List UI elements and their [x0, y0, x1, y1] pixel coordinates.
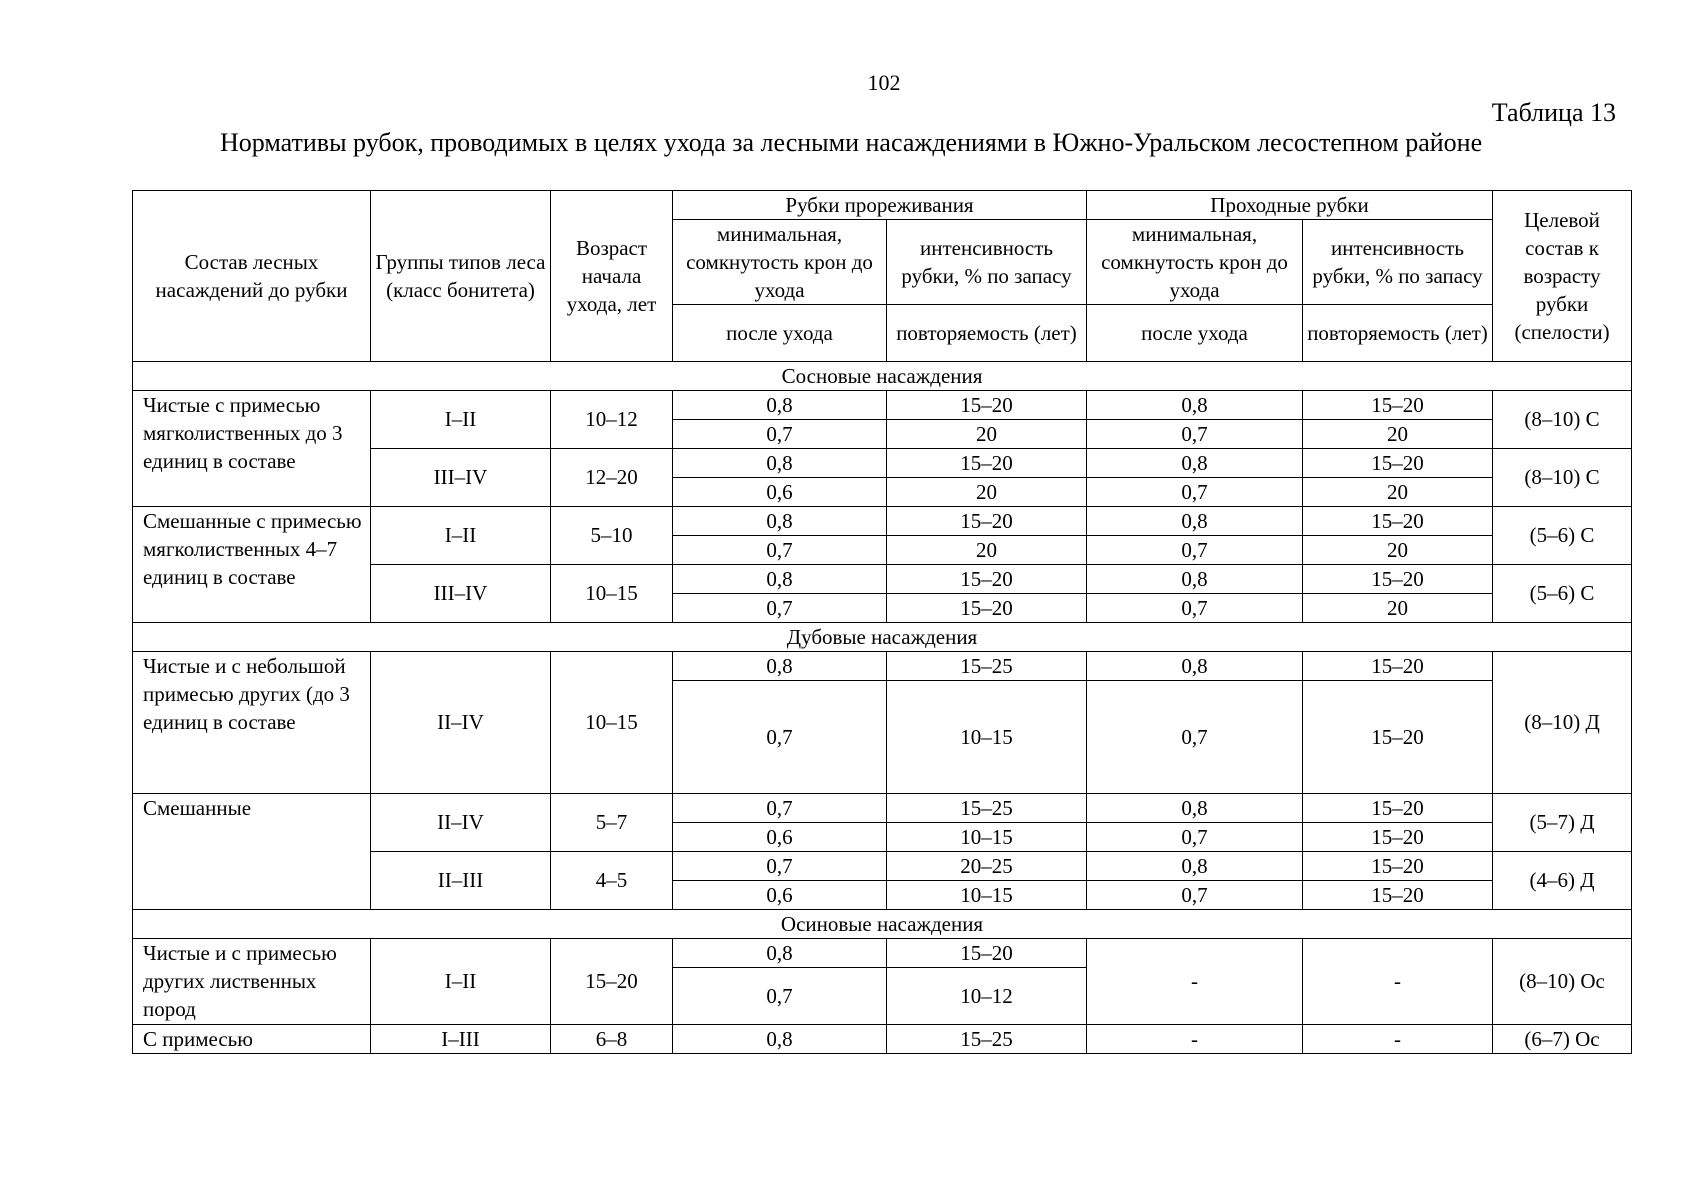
section-pine: Сосновые насаждения [133, 362, 1632, 391]
cell-value: 15–20 [887, 565, 1087, 594]
cell-group: I–II [371, 939, 551, 1025]
section-oak: Дубовые насаждения [133, 623, 1632, 652]
cell-value: - [1087, 1025, 1303, 1054]
cell-value: 15–20 [1303, 823, 1493, 852]
page-number: 102 [867, 70, 901, 95]
table-row [133, 1025, 1632, 1054]
header-passage: Проходные рубки [1087, 191, 1493, 220]
cell-value: 0,8 [673, 939, 887, 968]
cell-value: 15–25 [887, 794, 1087, 823]
cell-value: 10–15 [887, 823, 1087, 852]
cell-value: 15–20 [1303, 391, 1493, 420]
cell-group: II–IV [371, 794, 551, 852]
cell-value: 0,8 [1087, 507, 1303, 536]
cell-value: 15–25 [887, 652, 1087, 681]
table-row [133, 507, 1632, 536]
cell-value: 0,8 [673, 507, 887, 536]
cell-target: (8–10) Д [1493, 652, 1632, 794]
cell-age: 10–12 [551, 391, 673, 449]
cell-group: III–IV [371, 565, 551, 623]
cell-value: 15–20 [887, 594, 1087, 623]
cell-value: 0,7 [673, 794, 887, 823]
cell-value: 15–20 [1303, 852, 1493, 881]
table-row [133, 391, 1632, 420]
cell-value: 20 [887, 420, 1087, 449]
table-row [133, 652, 1632, 681]
cell-value: 0,8 [1087, 652, 1303, 681]
section-row [133, 910, 1632, 939]
cell-value: 15–20 [887, 939, 1087, 968]
header-target: Целевой состав к возрасту рубки (спелости) [1493, 191, 1632, 362]
cell-value: 10–12 [887, 968, 1087, 1025]
cell-value: 0,8 [673, 391, 887, 420]
section-aspen: Осиновые насаждения [133, 910, 1632, 939]
cell-value: 0,7 [1087, 420, 1303, 449]
cell-composition: Чистые и с небольшой примесью других (до 3 единиц в составе [133, 652, 371, 794]
cell-age: 12–20 [551, 449, 673, 507]
cell-value: 0,8 [1087, 449, 1303, 478]
cell-value: 0,7 [673, 536, 887, 565]
cell-value: 0,6 [673, 823, 887, 852]
cell-value: 0,8 [673, 652, 887, 681]
cell-value: 0,7 [1087, 536, 1303, 565]
cell-target: (5–7) Д [1493, 794, 1632, 852]
header-thinning-after: после ухода [673, 305, 887, 362]
cell-value: - [1303, 1025, 1493, 1054]
table-label: Таблица 13 [1491, 98, 1616, 127]
cell-value: 15–20 [1303, 794, 1493, 823]
cell-age: 5–10 [551, 507, 673, 565]
cell-value: 0,7 [1087, 681, 1303, 794]
cell-value: 15–20 [887, 507, 1087, 536]
cell-value: 0,7 [673, 852, 887, 881]
cell-value: 15–25 [887, 1025, 1087, 1054]
cell-composition: Чистые с примесью мягколиственных до 3 единиц в составе [133, 391, 371, 507]
cell-target: (4–6) Д [1493, 852, 1632, 910]
cell-group: II–III [371, 852, 551, 910]
cell-group: III–IV [371, 449, 551, 507]
cell-target: (8–10) С [1493, 391, 1632, 449]
cell-value: 0,6 [673, 478, 887, 507]
cell-value: 0,8 [673, 1025, 887, 1054]
cell-value: 0,7 [673, 594, 887, 623]
cell-age: 10–15 [551, 652, 673, 794]
table-row [133, 939, 1632, 968]
header-thinning-intensity: интенсивность рубки, % по запасу [887, 220, 1087, 305]
norms-table [132, 190, 1632, 1054]
cell-group: I–II [371, 391, 551, 449]
section-row [133, 623, 1632, 652]
cell-composition: С примесью [133, 1025, 371, 1054]
cell-value: 0,8 [1087, 391, 1303, 420]
section-row [133, 362, 1632, 391]
cell-target: (8–10) Ос [1493, 939, 1632, 1025]
cell-target: (6–7) Ос [1493, 1025, 1632, 1054]
cell-value: 20 [1303, 478, 1493, 507]
cell-value: 0,8 [1087, 852, 1303, 881]
header-thinning: Рубки прореживания [673, 191, 1087, 220]
cell-value: 15–20 [1303, 565, 1493, 594]
cell-value: 15–20 [1303, 449, 1493, 478]
cell-value: 0,8 [1087, 565, 1303, 594]
cell-value: 0,7 [1087, 594, 1303, 623]
cell-value: 0,7 [1087, 478, 1303, 507]
cell-target: (5–6) С [1493, 507, 1632, 565]
cell-target: (5–6) С [1493, 565, 1632, 623]
cell-value: 15–20 [1303, 652, 1493, 681]
cell-value: 15–20 [1303, 881, 1493, 910]
cell-value: 15–20 [1303, 681, 1493, 794]
cell-group: II–IV [371, 652, 551, 794]
header-passage-repeat: повторяемость (лет) [1303, 305, 1493, 362]
table-title: Нормативы рубок, проводимых в целях ухода за лесными насаждениями в Южно-Уральском лесостепном районе [220, 128, 1483, 157]
header-row-1 [133, 191, 1632, 220]
cell-value: 0,6 [673, 881, 887, 910]
cell-value-dash: - [1303, 939, 1493, 1025]
cell-age: 4–5 [551, 852, 673, 910]
header-age-start: Возраст начала ухода, лет [551, 191, 673, 362]
header-thinning-repeat: повторяемость (лет) [887, 305, 1087, 362]
cell-value: 20 [887, 536, 1087, 565]
header-passage-after: после ухода [1087, 305, 1303, 362]
cell-value: 0,8 [673, 565, 887, 594]
cell-value: 20 [1303, 594, 1493, 623]
cell-value: 15–20 [887, 391, 1087, 420]
cell-value: 10–15 [887, 881, 1087, 910]
cell-group: I–III [371, 1025, 551, 1054]
cell-composition: Смешанные [133, 794, 371, 910]
cell-value: 0,7 [673, 681, 887, 794]
cell-composition: Чистые и с примесью других лиственных пород [133, 939, 371, 1025]
cell-age: 6–8 [551, 1025, 673, 1054]
cell-value: 10–15 [887, 681, 1087, 794]
header-composition: Состав лесных насаждений до рубки [133, 191, 371, 362]
cell-group: I–II [371, 507, 551, 565]
cell-value: 0,7 [673, 968, 887, 1025]
cell-value: 15–20 [887, 449, 1087, 478]
cell-age: 5–7 [551, 794, 673, 852]
cell-value: 0,8 [673, 449, 887, 478]
cell-value: 20 [1303, 536, 1493, 565]
header-passage-min-density: минимальная, сомкнутость крон до ухода [1087, 220, 1303, 305]
cell-value: 20 [887, 478, 1087, 507]
cell-value: 20 [1303, 420, 1493, 449]
cell-age: 10–15 [551, 565, 673, 623]
cell-target: (8–10) С [1493, 449, 1632, 507]
cell-age: 15–20 [551, 939, 673, 1025]
header-forest-groups: Группы типов леса (класс бонитета) [371, 191, 551, 362]
cell-value: 0,7 [673, 420, 887, 449]
cell-value: 0,8 [1087, 794, 1303, 823]
cell-value: 20–25 [887, 852, 1087, 881]
header-thinning-min-density: минимальная, сомкнутость крон до ухода [673, 220, 887, 305]
cell-value: 15–20 [1303, 507, 1493, 536]
cell-value: 0,7 [1087, 881, 1303, 910]
cell-value-dash: - [1087, 939, 1303, 1025]
cell-composition: Смешанные с примесью мягколиственных 4–7 единиц в составе [133, 507, 371, 623]
table-row [133, 794, 1632, 823]
header-passage-intensity: интенсивность рубки, % по запасу [1303, 220, 1493, 305]
cell-value: 0,7 [1087, 823, 1303, 852]
